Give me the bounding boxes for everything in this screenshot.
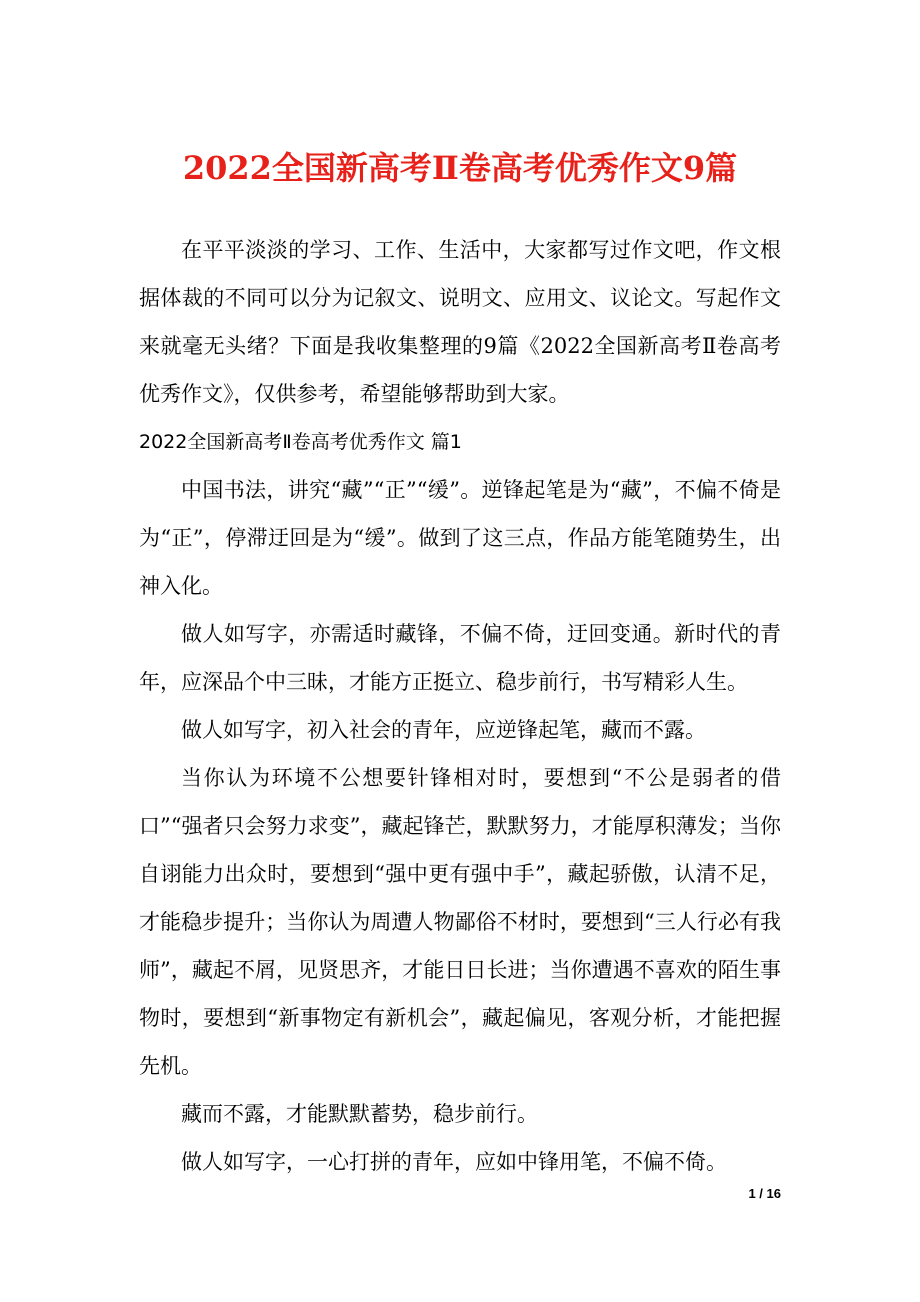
essay-heading: 2022全国新高考Ⅱ卷高考优秀作文 篇1 — [139, 431, 462, 453]
document-body — [139, 226, 781, 1186]
body-paragraph: 做人如写字，一心打拼的青年，应如中锋用笔，不偏不倚。 — [181, 1150, 727, 1174]
document-title: 2022全国新高考Ⅱ卷高考优秀作文9篇 — [182, 149, 738, 187]
body-paragraph: 中国书法，讲究“藏”“正”“缓”。逆锋起笔是为“藏”，不偏不倚是为“正”，停滞迂回是为“缓”。做到了这三点，作品方能笔随势生，出神入化。 — [139, 478, 781, 598]
body-paragraph: 当你认为环境不公想要针锋相对时，要想到“不公是弱者的借口”“强者只会努力求变”，藏起锋芒，默默努力，才能厚积薄发；当你自诩能力出众时，要想到“强中更有强中手”，藏起骄傲，认清不足，才能稳步提升；当你认为周遭人物鄙俗不材时，要想到“三人行必有我师”，藏起不屑，见贤思齐，才能日日长进；当你遭遇不喜欢的陌生事物时，要想到“新事物定有新机会”，藏起偏见，客观分析，才能把握先机。 — [139, 766, 781, 1078]
body-paragraph: 做人如写字，亦需适时藏锋，不偏不倚，迂回变通。新时代的青年，应深品个中三昧，才能方正挺立、稳步前行，书写精彩人生。 — [139, 622, 781, 694]
body-paragraph: 藏而不露，才能默默蓄势，稳步前行。 — [181, 1102, 538, 1126]
page-number: 1 / 16 — [748, 1186, 781, 1201]
intro-paragraph: 在平平淡淡的学习、工作、生活中，大家都写过作文吧，作文根据体裁的不同可以分为记叙文、说明文、应用文、议论文。写起作文来就毫无头绪？下面是我收集整理的9篇《2022全国新高考Ⅱ卷高考优秀作文》，仅供参考，希望能够帮助到大家。 — [139, 238, 781, 406]
body-paragraph: 做人如写字，初入社会的青年，应逆锋起笔，藏而不露。 — [181, 718, 706, 742]
